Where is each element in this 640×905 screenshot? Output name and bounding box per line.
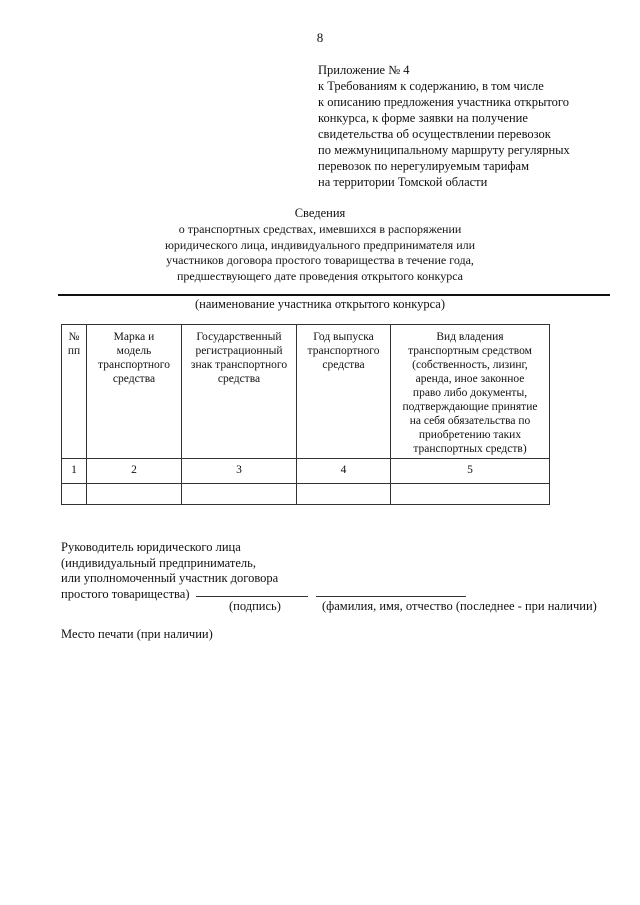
header-cell-model [87, 325, 182, 459]
column-number-row [62, 459, 550, 484]
empty-cell[interactable] [62, 484, 87, 505]
appendix-line: Приложение № 4 [318, 63, 410, 77]
header-text: модель [116, 345, 152, 357]
header-text: Вид владения [436, 331, 504, 343]
column-number-cell: 4 [297, 459, 391, 484]
appendix-line: на территории Томской области [318, 175, 488, 189]
header-cell-ownership [391, 325, 550, 459]
vehicles-table [61, 324, 550, 505]
header-text: Год выпуска [313, 331, 374, 343]
appendix-line: конкурса, к форме заявки на получение [318, 111, 528, 125]
header-text: транспортного [98, 359, 170, 371]
participant-caption: (наименование участника открытого конкурса) [194, 297, 446, 311]
header-text: пп [67, 345, 81, 357]
full-name-caption: (фамилия, имя, отчество (последнее - при наличии) [322, 599, 597, 613]
signature-field-line[interactable] [196, 596, 308, 597]
header-text: (собственность, лизинг, [412, 359, 528, 371]
header-text: право либо документы, [412, 387, 528, 399]
header-cell-year [297, 325, 391, 459]
header-cell-number [62, 325, 87, 459]
document-title: Сведения [294, 206, 346, 220]
participant-name-line[interactable] [58, 294, 610, 296]
header-text: средства [112, 373, 156, 385]
header-text: знак транспортного [190, 359, 288, 371]
header-text: № [68, 331, 80, 343]
table-row [62, 484, 550, 505]
empty-cell[interactable] [391, 484, 550, 505]
header-text: транспортного [307, 345, 380, 357]
header-text: средства [217, 373, 261, 385]
table-header-row [62, 325, 550, 459]
signature-text-line: или уполномоченный участник договора [61, 571, 279, 585]
appendix-line: к Требованиям к содержанию, в том числе [318, 79, 544, 93]
stamp-place-label: Место печати (при наличии) [61, 627, 213, 641]
header-cell-reg-plate [182, 325, 297, 459]
column-number-cell: 2 [87, 459, 182, 484]
signature-caption: (подпись) [229, 599, 281, 613]
header-text: транспортным средством [408, 345, 532, 357]
column-number-cell: 3 [182, 459, 297, 484]
header-text: аренда, иное законное [415, 373, 525, 385]
appendix-line: перевозок по нерегулируемым тарифам [318, 159, 529, 173]
header-text: Государственный [196, 331, 282, 343]
empty-cell[interactable] [182, 484, 297, 505]
full-name-field-line[interactable] [316, 596, 466, 597]
signature-text-line: Руководитель юридического лица [61, 540, 241, 554]
column-number-cell: 5 [391, 459, 550, 484]
appendix-line: по межмуниципальному маршруту регулярных [318, 143, 570, 157]
header-text: подтверждающие принятие [402, 401, 538, 413]
header-text: транспортных средств) [413, 443, 527, 455]
header-text: на себя обязательства по [409, 415, 531, 427]
signature-text-line: простого товарищества) [61, 586, 190, 601]
subtitle-line: предшествующего дате проведения открытого конкурса [176, 268, 463, 283]
signature-text-line: (индивидуальный предприниматель, [61, 555, 256, 570]
empty-cell[interactable] [297, 484, 391, 505]
header-text: Марка и [113, 331, 155, 343]
subtitle-line: о транспортных средствах, имевшихся в распоряжении [178, 222, 462, 236]
appendix-line: свидетельства об осуществлении перевозок [318, 127, 551, 141]
empty-cell[interactable] [87, 484, 182, 505]
header-text: приобретению таких [418, 429, 522, 441]
signature-block [61, 540, 278, 602]
appendix-line: к описанию предложения участника открытого [318, 95, 569, 109]
page-number: 8 [316, 30, 324, 45]
subtitle-line: юридического лица, индивидуального предпринимателя или [164, 237, 476, 252]
subtitle-line: участников договора простого товарищества в течение года, [166, 253, 474, 267]
header-text: средства [322, 359, 365, 371]
document-subtitle [0, 222, 640, 284]
column-number-cell: 1 [62, 459, 87, 484]
appendix-note [318, 62, 618, 190]
header-text: регистрационный [195, 345, 283, 357]
